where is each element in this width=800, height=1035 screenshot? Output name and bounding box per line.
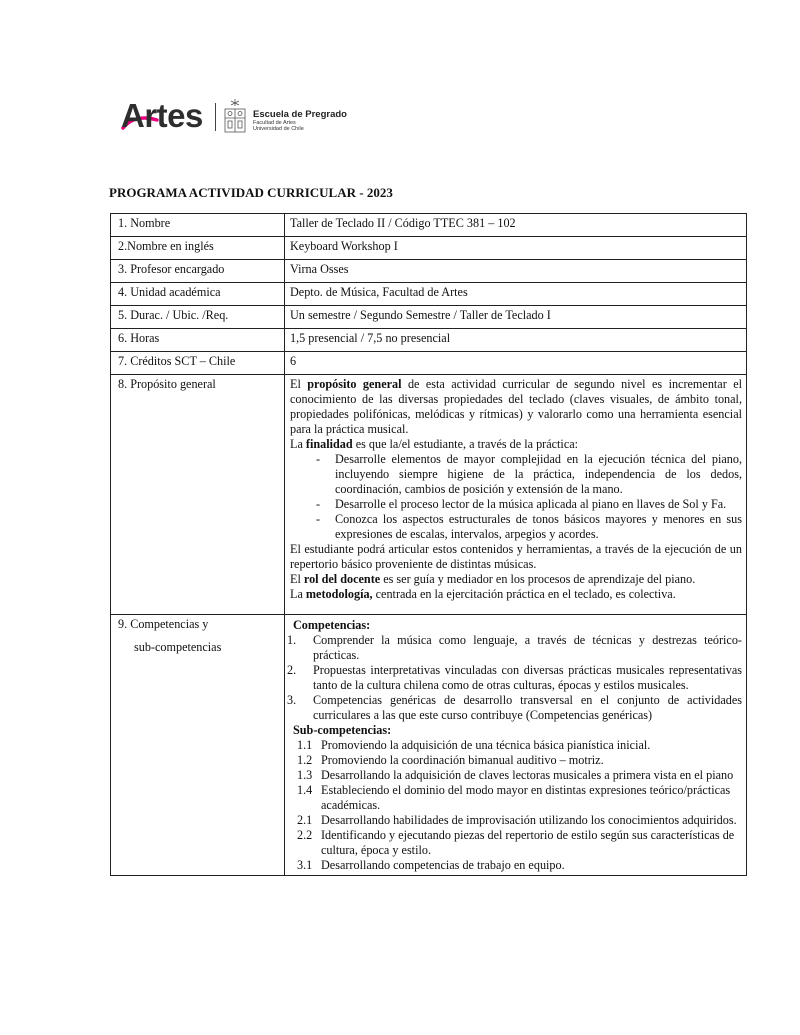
list-item: 2.2 Identificando y ejecutando piezas del repertorio de estilo según sus características de cultura, época y estilo.: [297, 828, 735, 857]
list-item: 2. Propuestas interpretativas vinculadas con diversas prácticas musicales representativas tanto de la cultura chilena como de otras culturas, épocas y estilos musicales.: [287, 663, 742, 692]
list-item: 1.2 Promoviendo la coordinación bimanual auditivo – motriz.: [297, 753, 604, 767]
row-value: Taller de Teclado II / Código TTEC 381 – 102: [285, 214, 747, 237]
row-label: 4. Unidad académica: [111, 283, 285, 306]
competencies-list: [287, 633, 742, 723]
table-row: [111, 214, 747, 237]
table-row: [111, 329, 747, 352]
logo-faculty: Facultad de Artes: [253, 120, 296, 126]
row-value: Un semestre / Segundo Semestre / Taller de Teclado I: [285, 306, 747, 329]
table-row: [111, 306, 747, 329]
list-item: - Desarrolle el proceso lector de la música aplicada al piano en llaves de Sol y Fa.: [316, 497, 727, 511]
competencies-label-line1: 9. Competencias y: [118, 617, 209, 631]
list-item: 1.4 Estableciendo el dominio del modo mayor en distintas expresiones teórico/prácticas académicas.: [297, 783, 731, 812]
list-item: - Conozca los aspectos estructurales de tonos básicos mayores y menores en sus expresiones de escalas, intervalos, arpegios y acordes.: [316, 512, 742, 541]
purpose-paragraph: El propósito general de esta actividad curricular de segundo nivel es incrementar el conocimiento de las diversas propiedades del teclado (claves visuales, de ámbito tonal, propiedades polifónicas, melódicas y rítmicas) y valorarlo como una herramienta esencial para la práctica musical.: [290, 377, 742, 436]
row-label: 3. Profesor encargado: [111, 260, 285, 283]
table-row: [111, 260, 747, 283]
row-label: 6. Horas: [111, 329, 285, 352]
table-row: [111, 237, 747, 260]
competencies-label: [111, 615, 285, 876]
purpose-label: 8. Propósito general: [111, 375, 285, 615]
row-label: 7. Créditos SCT – Chile: [111, 352, 285, 375]
row-label: 5. Durac. / Ubic. /Req.: [111, 306, 285, 329]
sub-competencies-heading: Sub-competencias:: [293, 723, 392, 737]
row-label: 2.Nombre en inglés: [111, 237, 285, 260]
row-value: Depto. de Música, Facultad de Artes: [285, 283, 747, 306]
list-item: 3.1 Desarrollando competencias de trabajo en equipo.: [297, 858, 565, 872]
logo-university: Universidad de Chile: [253, 126, 304, 132]
list-item: 1. Comprender la música como lenguaje, a través de técnicas y destrezas teórico-prácticas.: [287, 633, 742, 662]
purpose-finality: La finalidad es que la/el estudiante, a través de la práctica:: [290, 437, 579, 451]
document-title: PROGRAMA ACTIVIDAD CURRICULAR - 2023: [109, 185, 393, 200]
list-item: 2.1 Desarrollando habilidades de improvisación utilizando los conocimientos adquiridos.: [297, 813, 737, 827]
list-item: 3. Competencias genéricas de desarrollo transversal en el conjunto de actividades curriculares a las que este curso contribuye (Competencias genéricas): [287, 693, 742, 722]
sub-competencies-list: [293, 738, 742, 873]
row-label: 1. Nombre: [111, 214, 285, 237]
list-item: 1.1 Promoviendo la adquisición de una técnica básica pianística inicial.: [297, 738, 651, 752]
purpose-methodology: La metodología, centrada en la ejercitación práctica en el teclado, es colectiva.: [290, 587, 676, 601]
purpose-content: [285, 375, 747, 615]
purpose-teacher-role: El rol del docente es ser guía y mediador en los procesos de aprendizaje del piano.: [290, 572, 696, 586]
row-value: 6: [285, 352, 747, 375]
competencies-label-line2: sub-competencias: [134, 640, 222, 654]
program-table: [110, 213, 747, 876]
logo-text: [253, 109, 347, 132]
purpose-bullets: [290, 452, 742, 542]
table-row: [111, 283, 747, 306]
logo-brand-text: Artes: [121, 97, 203, 134]
purpose-row: [111, 375, 747, 615]
row-value: Virna Osses: [285, 260, 747, 283]
table-row: [111, 352, 747, 375]
competencies-row: [111, 615, 747, 876]
university-seal-icon: [222, 98, 248, 134]
logo-divider: [215, 103, 216, 131]
purpose-articulation: El estudiante podrá articular estos contenidos y herramientas, a través de la ejecución de un repertorio básico proveniente de distintas músicas.: [290, 542, 742, 571]
competencies-content: [285, 615, 747, 876]
list-item: - Desarrolle elementos de mayor complejidad en la ejecución técnica del piano, incluyendo siempre higiene de la práctica, independencia de los dedos, coordinación, cambios de posición y extensión de la mano.: [316, 452, 742, 496]
row-value: Keyboard Workshop I: [285, 237, 747, 260]
logo-school: Escuela de Pregrado: [253, 109, 347, 120]
row-value: 1,5 presencial / 7,5 no presencial: [285, 329, 747, 352]
list-item: 1.3 Desarrollando la adquisición de claves lectoras musicales a primera vista en el piano: [297, 768, 734, 782]
competencies-heading: Competencias:: [293, 618, 371, 632]
